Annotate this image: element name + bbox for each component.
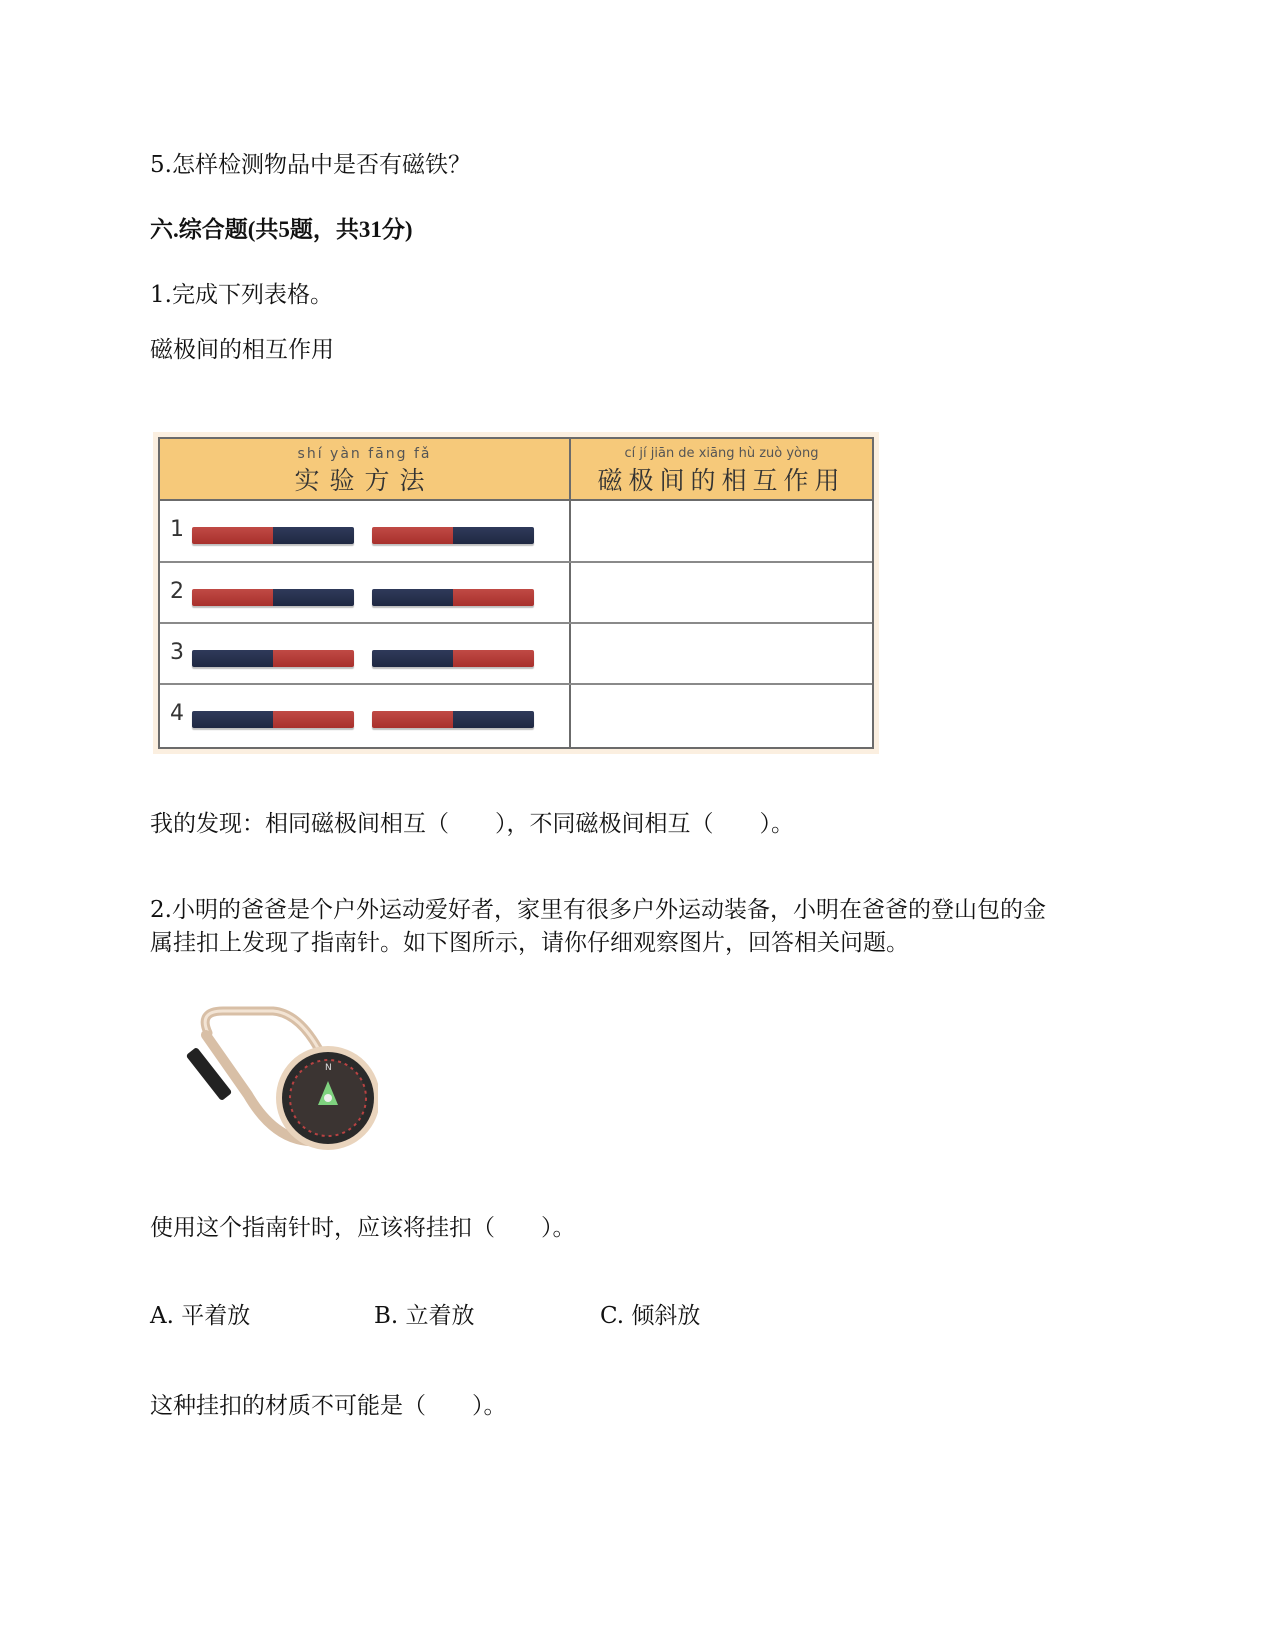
row-number: 4: [170, 701, 184, 726]
header-pole-interaction: [571, 439, 872, 499]
table-grid: [158, 437, 874, 749]
magnet-blue-pole: [372, 589, 453, 606]
option-b[interactable]: B. 立着放: [374, 1303, 475, 1329]
section-6-title: 六.综合题(共5题，共31分): [150, 217, 413, 242]
magnet-interaction-table: [153, 432, 879, 754]
magnet-blue-pole: [453, 527, 534, 544]
bar-magnet: [372, 650, 534, 667]
magnet-red-pole: [273, 711, 354, 728]
question-2-prompt-line1: 2.小明的爸爸是个户外运动爱好者，家里有很多户外运动装备，小明在爸爸的登山包的金: [150, 897, 1046, 923]
carabiner-compass-image: [178, 1003, 378, 1153]
option-c[interactable]: C. 倾斜放: [600, 1303, 701, 1329]
sub-question-2: 这种挂扣的材质不可能是（ ）。: [150, 1393, 507, 1419]
magnet-blue-pole: [372, 650, 453, 667]
bar-magnet: [372, 589, 534, 606]
row-divider: [160, 683, 872, 685]
magnet-red-pole: [372, 711, 453, 728]
header-text: 磁极间的相互作用: [597, 466, 846, 495]
bar-magnet: [192, 711, 354, 728]
table-caption: 磁极间的相互作用: [150, 337, 334, 363]
option-a[interactable]: A. 平着放: [150, 1303, 251, 1329]
magnet-blue-pole: [192, 650, 273, 667]
question-1-prompt: 1.完成下列表格。: [150, 282, 333, 308]
row-divider: [160, 622, 872, 624]
row-number: 3: [170, 640, 184, 665]
svg-text:N: N: [325, 1063, 332, 1073]
header-text: 实验方法: [294, 466, 435, 495]
header-experiment-method: [160, 439, 569, 499]
bar-magnet: [192, 589, 354, 606]
magnet-blue-pole: [192, 711, 273, 728]
column-divider: [569, 439, 571, 747]
question-5: 5.怎样检测物品中是否有磁铁？: [150, 152, 471, 178]
magnet-blue-pole: [273, 527, 354, 544]
table-header-row: [160, 439, 872, 501]
row-number: 1: [170, 517, 184, 542]
bar-magnet: [372, 711, 534, 728]
header-pinyin: shí yàn fāng fǎ: [297, 446, 432, 462]
sub-question-1: 使用这个指南针时，应该将挂扣（ ）。: [150, 1215, 576, 1241]
magnet-red-pole: [192, 527, 273, 544]
magnet-blue-pole: [273, 589, 354, 606]
magnet-red-pole: [453, 650, 534, 667]
bar-magnet: [372, 527, 534, 544]
bar-magnet: [192, 650, 354, 667]
bar-magnet: [192, 527, 354, 544]
row-divider: [160, 561, 872, 563]
row-number: 2: [170, 579, 184, 604]
question-2-prompt-line2: 属挂扣上发现了指南针。如下图所示，请你仔细观察图片，回答相关问题。: [150, 930, 909, 956]
finding-sentence: 我的发现：相同磁极间相互（ ），不同磁极间相互（ ）。: [150, 811, 794, 837]
magnet-red-pole: [273, 650, 354, 667]
magnet-red-pole: [453, 589, 534, 606]
magnet-red-pole: [192, 589, 273, 606]
header-pinyin: cí jí jiān de xiāng hù zuò yòng: [624, 446, 819, 461]
magnet-red-pole: [372, 527, 453, 544]
magnet-blue-pole: [453, 711, 534, 728]
